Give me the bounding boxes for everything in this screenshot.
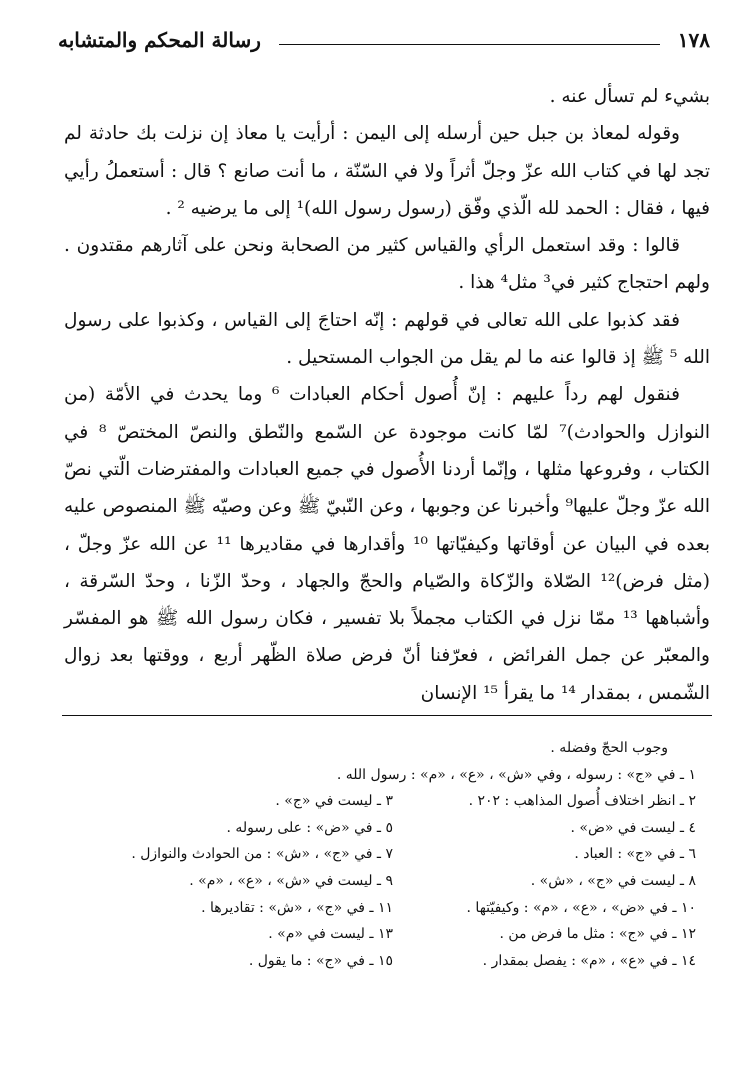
paragraph: وقوله لمعاذ بن جبل حين أرسله إلى اليمن : أرأيت يا معاذ إن نزلت بك حادثة لم تجد لها في كتاب الله عزّ وجلّ أثراً ولا في السّنّة ، ما أنت صانع ؟ قال : أستعملُ رأيي فيها ، فقال : الحمد لله الّذي وفّق (رسول رسول الله)¹ إلى ما يرضيه ² .: [64, 123, 710, 219]
footnote-2: ٢ ـ انظر اختلاف أُصول المذاهب : ٢٠٢ .: [468, 793, 696, 810]
footnote-13: ١٣ ـ ليست في «م» .: [268, 926, 393, 943]
page-number: ١٧٨: [677, 28, 710, 52]
main-text: [64, 78, 710, 712]
paragraph: بشيء لم تسأل عنه .: [549, 86, 710, 107]
running-title: رسالة المحكم والمتشابه: [58, 28, 261, 52]
paragraph: فنقول لهم رداً عليهم : إنّ أُصول أحكام العبادات ⁶ وما يحدث في الأمّة (من النوازل والحوادث)⁷ لمّا كانت موجودة عن السّمع والنّطق والنصّ المختصّ ⁸ في الكتاب ، وفروعها مثلها ، وإنّما أردنا الأُصول في جميع العبادات والمفترضات الّتي نصّ الله عزّ وجلّ عليها⁹ وأخبرنا عن وجوبها ، وعن النّبيّ ﷺ وعن وصيّه ﷺ المنصوص عليه بعده في البيان عن أوقاتها وكيفيّاتها ¹⁰ وأقدارها في مقاديرها ¹¹ عن الله عزّ وجلّ ، (مثل فرض)¹² الصّلاة والزّكاة والصّيام والحجّ والجهاد ، وحدّ الزّنا ، وحدّ السّرقة ، وأشباهها ¹³ ممّا نزل في الكتاب مجملاً بلا تفسير ، فكان رسول الله ﷺ هو المفسّر والمعبّر عن جمل الفرائض ، فعرّفنا أنّ فرض صلاة الظّهر أربع ، ووقتها بعد زوال الشّمس ، بمقدار ¹⁴ ما يقرأ ¹⁵ الإنسان: [64, 384, 711, 704]
footnote-5: ٥ ـ في «ض» : على رسوله .: [226, 819, 393, 836]
footnote-10: ١٠ ـ في «ض» ، «ع» ، «م» : وكيفيّتها .: [466, 899, 696, 916]
footnote-12: ١٢ ـ في «ج» : مثل ما فرض من .: [499, 926, 696, 943]
footnotes: [110, 735, 696, 974]
footnote-4: ٤ ـ ليست في «ض» .: [570, 819, 696, 836]
footnote-6: ٦ ـ في «ج» : العباد .: [574, 846, 696, 863]
footnote-15: ١٥ ـ في «ج» : ما يقول .: [248, 952, 393, 969]
header-rule: [279, 44, 660, 45]
running-header: [58, 22, 710, 58]
footnote-9: ٩ ـ ليست في «ش» ، «ع» ، «م» .: [189, 872, 393, 889]
footnote-11: ١١ ـ في «ج» ، «ش» : تقاديرها .: [201, 899, 393, 916]
footnote-14: ١٤ ـ في «ع» ، «م» : يفصل بمقدار .: [482, 952, 696, 969]
paragraph: قالوا : وقد استعمل الرأي والقياس كثير من الصحابة ونحن على آثارهم مقتدون . ولهم احتجاج كثير في³ مثل⁴ هذا .: [64, 235, 710, 294]
footnote-8: ٨ ـ ليست في «ج» ، «ش» .: [530, 872, 696, 889]
footnote-continuation: وجوب الحجّ وفضله .: [550, 740, 668, 756]
footnote-3: ٣ ـ ليست في «ج» .: [275, 793, 393, 810]
footnote-1: ١ ـ في «ج» : رسوله ، وفي «ش» ، «ع» ، «م» : رسول الله .: [336, 766, 696, 783]
footnote-7: ٧ ـ في «ج» ، «ش» : من الحوادث والنوازل .: [131, 846, 393, 863]
footnote-divider: [62, 715, 712, 716]
paragraph: فقد كذبوا على الله تعالى في قولهم : إنّه احتاجَ إلى القياس ، وكذبوا على رسول الله ⁵ ﷺ إذ قالوا عنه ما لم يقل من الجواب المستحيل .: [64, 309, 710, 369]
footnote-grid: [110, 788, 696, 974]
